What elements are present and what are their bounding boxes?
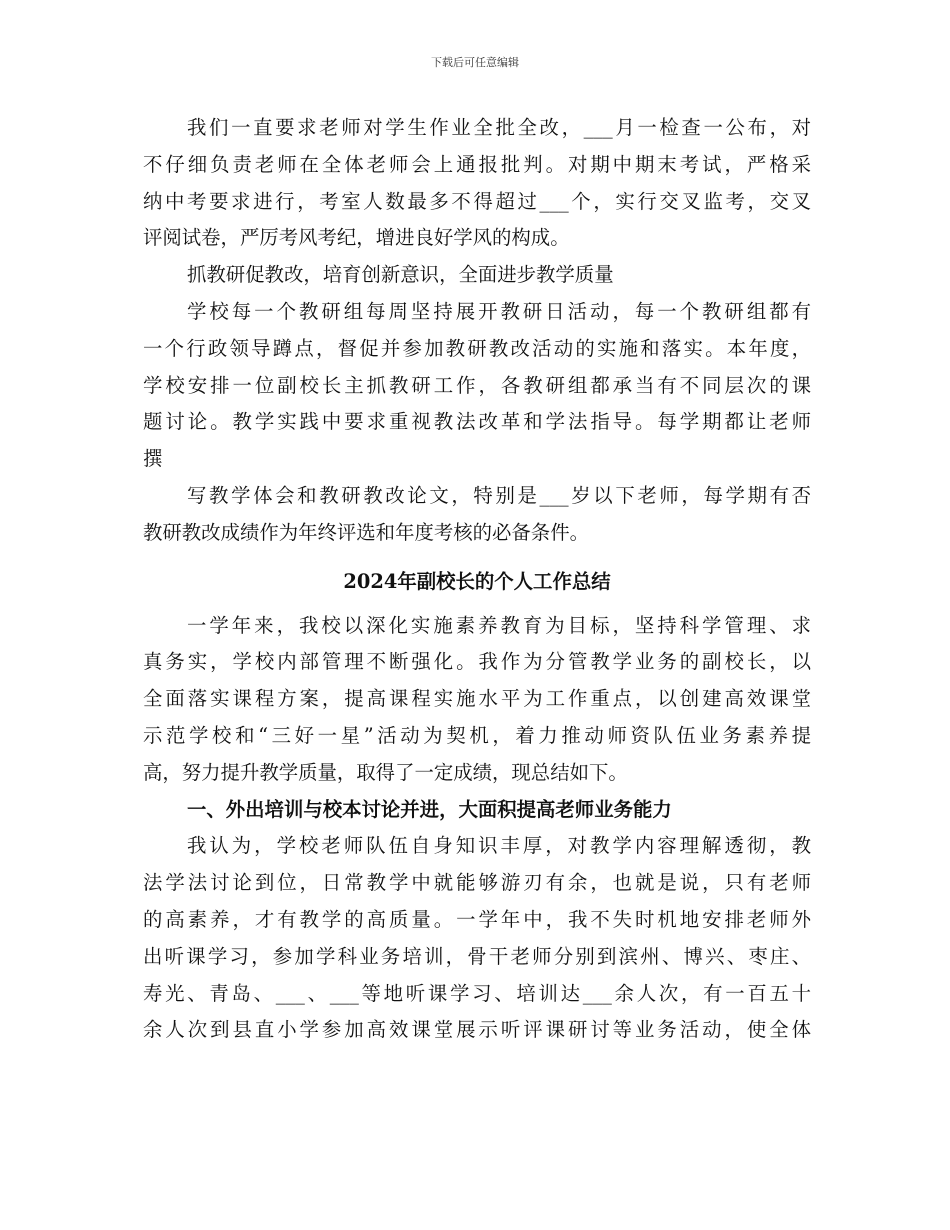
- paragraph-line: 纳中考要求进行，考室人数最多不得超过___个，实行交叉监考，交叉: [143, 189, 811, 213]
- paragraph-line: 不仔细负责老师在全体老师会上通报批判。对期中期末考试，严格采: [143, 152, 811, 176]
- paragraph-line: 撰: [143, 447, 163, 471]
- paragraph-line: 全面落实课程方案，提高课程实施水平为工作重点，以创建高效课堂: [143, 687, 811, 711]
- paragraph-line: 真务实，学校内部管理不断强化。我作为分管教学业务的副校长，以: [143, 650, 811, 674]
- paragraph-line: 寿光、青岛、___、___等地听课学习、培训达___余人次，有一百五十: [143, 981, 811, 1005]
- document-body: [143, 110, 811, 1049]
- paragraph-line: 一个行政领导蹲点，督促并参加教研教改活动的实施和落实。本年度，: [143, 336, 811, 360]
- paragraph-line: 我认为，学校老师队伍自身知识丰厚，对教学内容理解透彻，教: [187, 834, 811, 858]
- paragraph-line: 评阅试卷，严厉考风考纪，增进良好学风的构成。: [143, 226, 570, 250]
- paragraph-line: 教研教改成绩作为年终评选和年度考核的必备条件。: [143, 520, 589, 544]
- section-subheading: 抓教研促教改，培育创新意识，全面进步教学质量: [187, 263, 614, 287]
- page-header: 下载后可任意编辑: [431, 56, 519, 69]
- section-heading: 一、外出培训与校本讨论并进，大面积提高老师业务能力: [187, 797, 672, 821]
- paragraph-line: 学校安排一位副校长主抓教研工作，各教研组都承当有不同层次的课: [143, 373, 811, 397]
- document-title: 2024年副校长的个人工作总结: [343, 569, 611, 593]
- paragraph-line: 法学法讨论到位，日常教学中就能够游刃有余，也就是说，只有老师: [143, 871, 811, 895]
- paragraph-line: 余人次到县直小学参加高效课堂展示听评课研讨等业务活动，使全体: [143, 1018, 811, 1042]
- paragraph-line: 高，努力提升教学质量，取得了一定成绩，现总结如下。: [143, 760, 628, 784]
- paragraph-line: 一学年来，我校以深化实施素养教育为目标，坚持科学管理、求: [187, 613, 811, 637]
- paragraph-line: 出听课学习，参加学科业务培训，骨干老师分别到滨州、博兴、枣庄、: [143, 944, 811, 968]
- paragraph-line: 的高素养，才有教学的高质量。一学年中，我不失时机地安排老师外: [143, 907, 811, 931]
- paragraph-line: 题讨论。教学实践中要求重视教法改革和学法指导。每学期都让老师: [143, 410, 811, 434]
- paragraph-line: 学校每一个教研组每周坚持展开教研日活动，每一个教研组都有: [187, 299, 811, 323]
- paragraph-line: 我们一直要求老师对学生作业全批全改，___月一检查一公布，对: [187, 116, 811, 139]
- paragraph-line: 示范学校和“三好一星”活动为契机，着力推动师资队伍业务素养提: [143, 723, 811, 747]
- paragraph-line: 写教学体会和教研教改论文，特别是___岁以下老师，每学期有否: [187, 483, 811, 507]
